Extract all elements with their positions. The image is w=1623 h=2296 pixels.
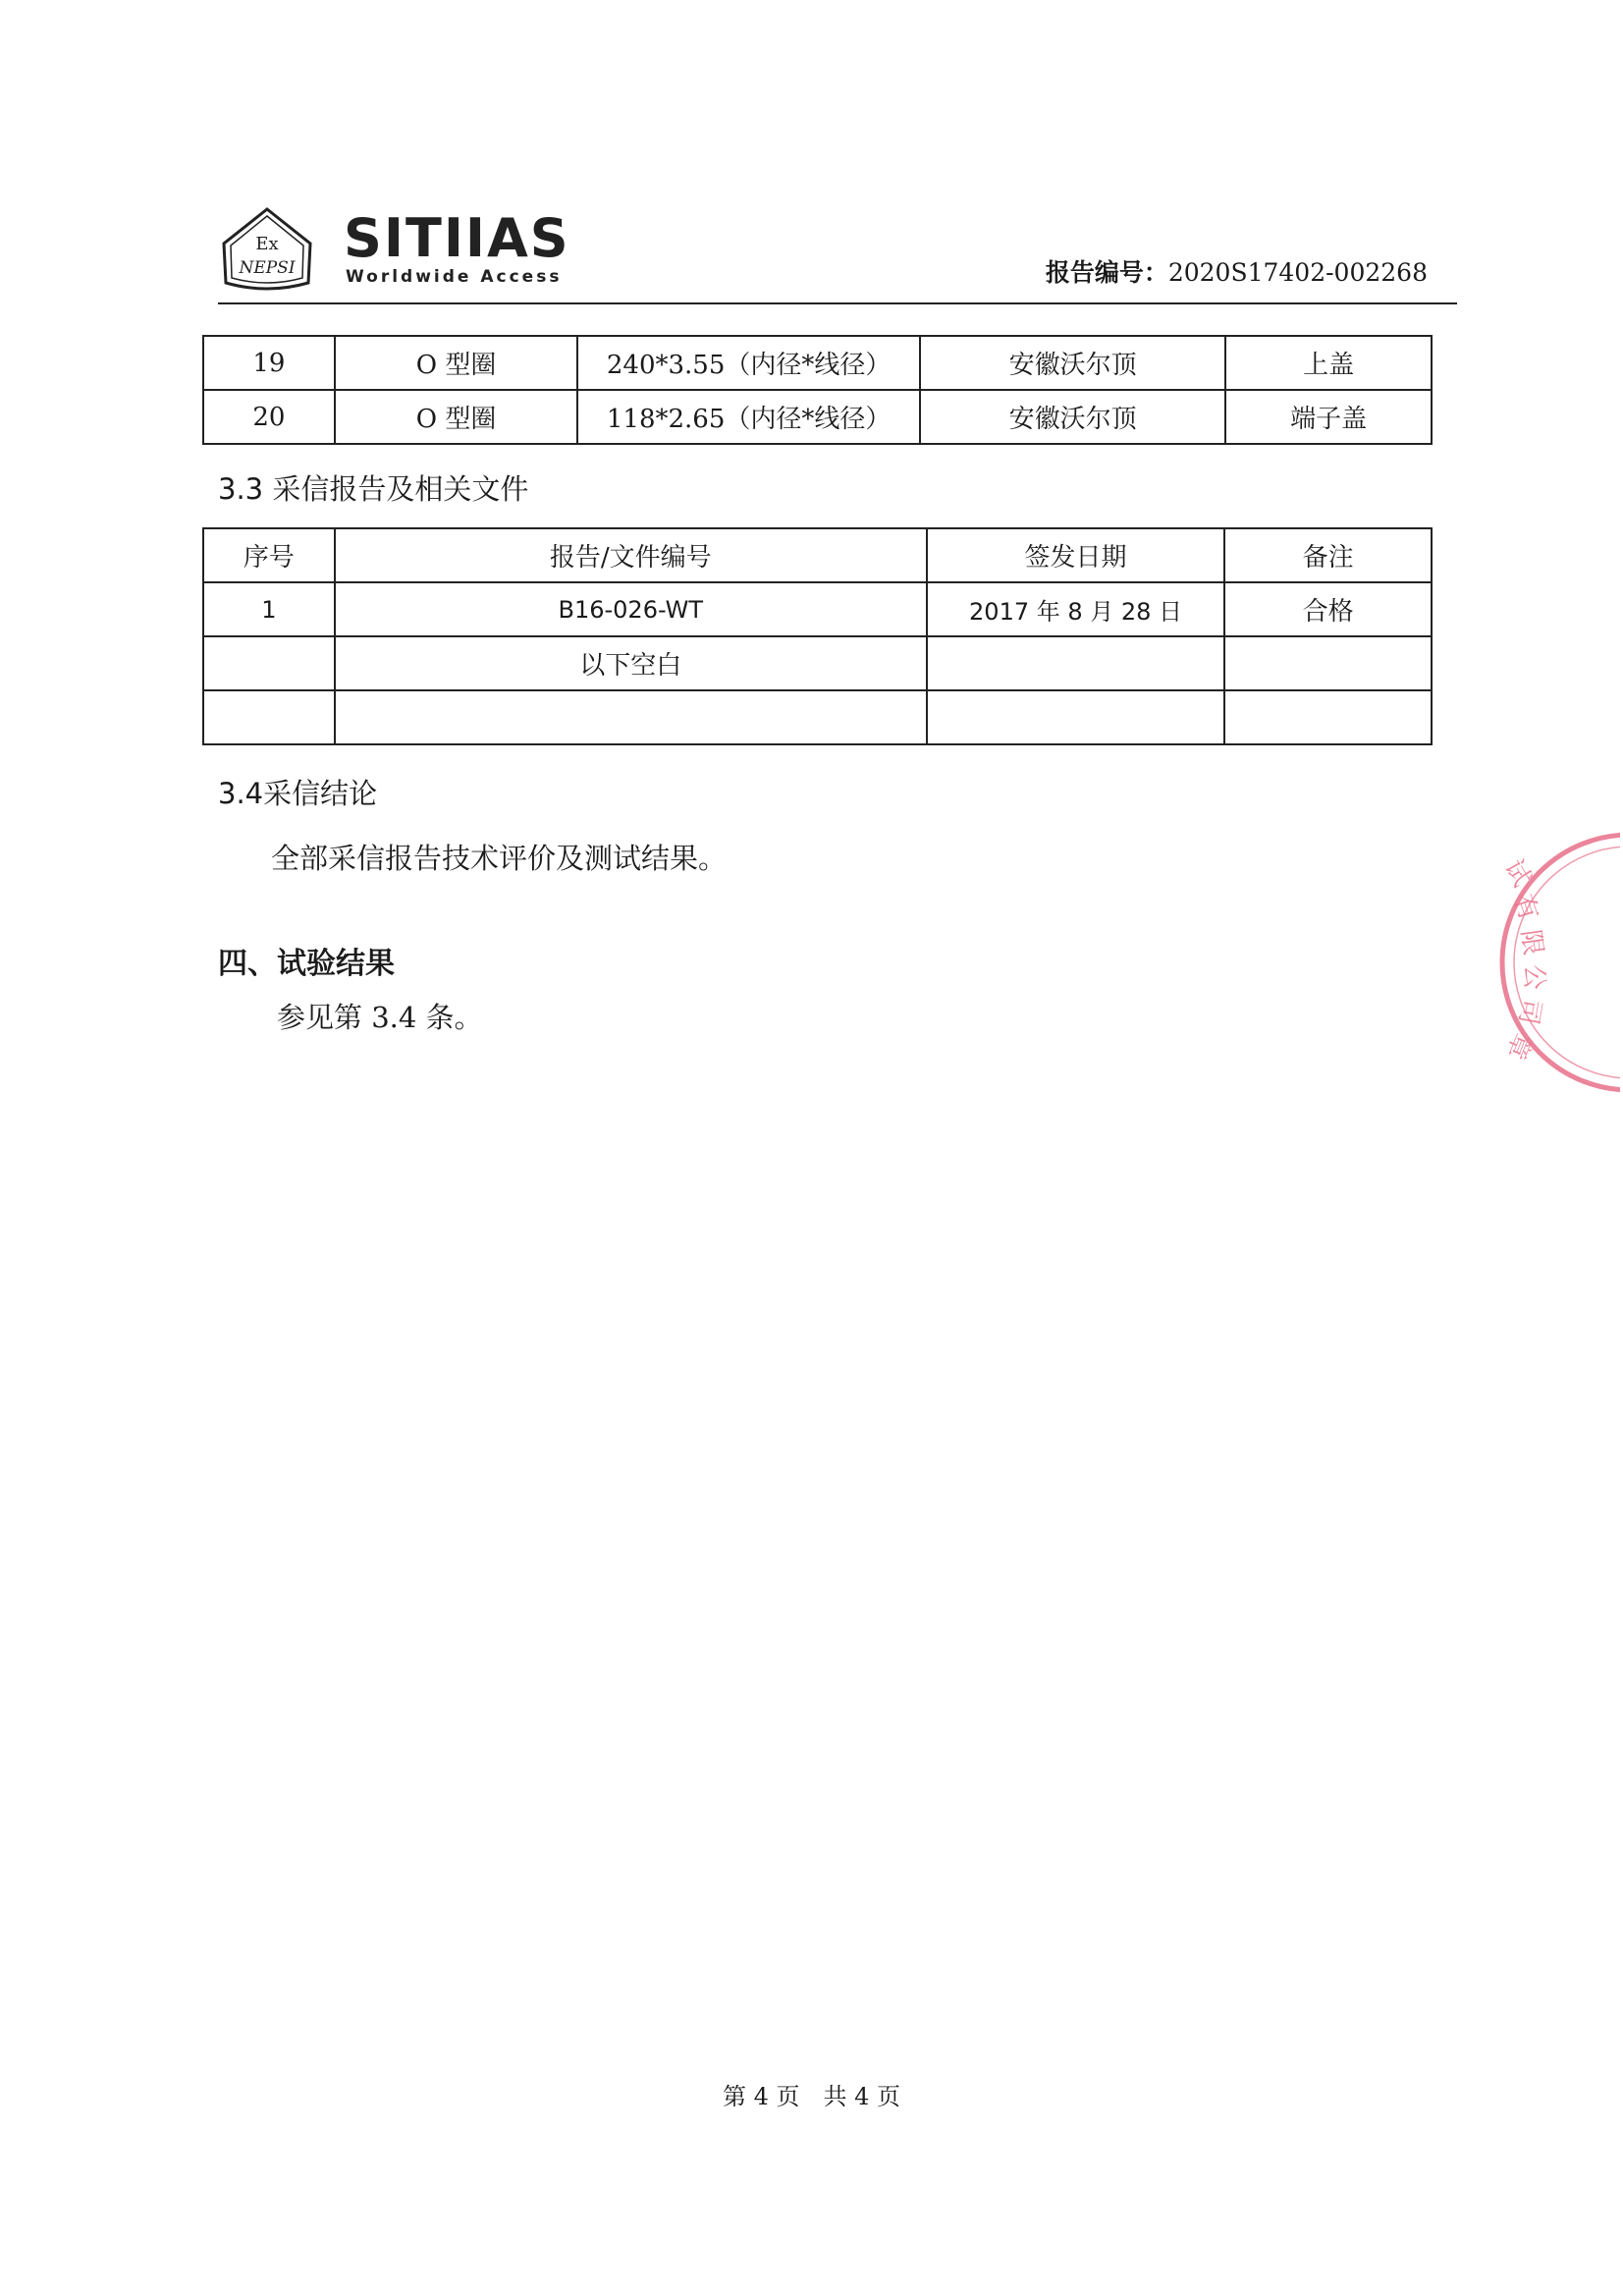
column-header: 报告/文件编号 <box>335 528 927 582</box>
brand-tagline: Worldwide Access <box>346 267 563 287</box>
brand-logo-text: SITIIAS <box>344 207 570 269</box>
table-row <box>203 582 1432 636</box>
column-header: 序号 <box>203 528 335 582</box>
reports-table <box>202 527 1433 745</box>
svg-text:司: 司 <box>1512 996 1546 1027</box>
table-cell: B16-026-WT <box>335 582 927 636</box>
report-number <box>1046 253 1428 289</box>
column-header: 签发日期 <box>927 528 1225 582</box>
table-cell: 1 <box>203 582 335 636</box>
report-number-value: 2020S17402-002268 <box>1167 258 1428 287</box>
report-number-label: 报告编号： <box>1045 258 1168 287</box>
ex-nepsi-badge-icon <box>218 206 316 295</box>
column-header: 备注 <box>1224 528 1432 582</box>
table-cell: O 型圈 <box>335 390 578 444</box>
parts-table <box>202 335 1433 445</box>
table-header-row <box>203 528 1432 582</box>
section-title: 采信结论 <box>263 777 378 810</box>
badge-line2: NEPSI <box>239 258 296 278</box>
table-cell <box>927 636 1225 690</box>
table-cell <box>1224 636 1432 690</box>
badge-line1: Ex <box>255 234 279 254</box>
section-3-4-heading <box>218 772 377 812</box>
svg-text:公: 公 <box>1519 964 1548 991</box>
company-seal-stamp <box>1483 815 1620 1110</box>
table-cell: 240*3.55（内径*线径） <box>577 336 920 390</box>
section-4-body: 参见第 3.4 条。 <box>277 1001 483 1034</box>
svg-text:有: 有 <box>1507 890 1543 924</box>
table-row <box>203 690 1432 744</box>
table-cell: 安徽沃尔顶 <box>920 390 1225 444</box>
table-row <box>203 336 1432 390</box>
page-footer: 第 4 页 共 4 页 <box>722 2083 901 2110</box>
section-number: 3.3 <box>218 472 264 506</box>
table-cell <box>1224 690 1432 744</box>
table-cell: 118*2.65（内径*线径） <box>577 390 920 444</box>
table-row <box>203 636 1432 690</box>
svg-text:章: 章 <box>1499 1028 1538 1064</box>
table-cell <box>335 690 927 744</box>
table-cell: 以下空白 <box>335 636 927 690</box>
table-cell: 2017 年 8 月 28 日 <box>927 582 1225 636</box>
table-cell <box>927 690 1225 744</box>
section-4-heading: 四、试验结果 <box>218 947 395 981</box>
section-number: 3.4 <box>218 777 264 810</box>
svg-text:试: 试 <box>1497 854 1537 893</box>
section-title: 采信报告及相关文件 <box>272 472 529 506</box>
table-row <box>203 390 1432 444</box>
table-cell: 合格 <box>1224 582 1432 636</box>
table-cell: 上盖 <box>1225 336 1432 390</box>
table-cell: 端子盖 <box>1225 390 1432 444</box>
table-cell: 安徽沃尔顶 <box>920 336 1225 390</box>
table-cell: 19 <box>203 336 335 390</box>
header-divider <box>218 302 1457 304</box>
svg-text:限: 限 <box>1515 927 1548 957</box>
section-3-3-heading <box>218 467 528 508</box>
section-3-4-body: 全部采信报告技术评价及测试结果。 <box>271 842 728 875</box>
table-cell <box>203 636 335 690</box>
table-cell: O 型圈 <box>335 336 578 390</box>
table-cell <box>203 690 335 744</box>
page-header <box>218 196 1457 304</box>
table-cell: 20 <box>203 390 335 444</box>
